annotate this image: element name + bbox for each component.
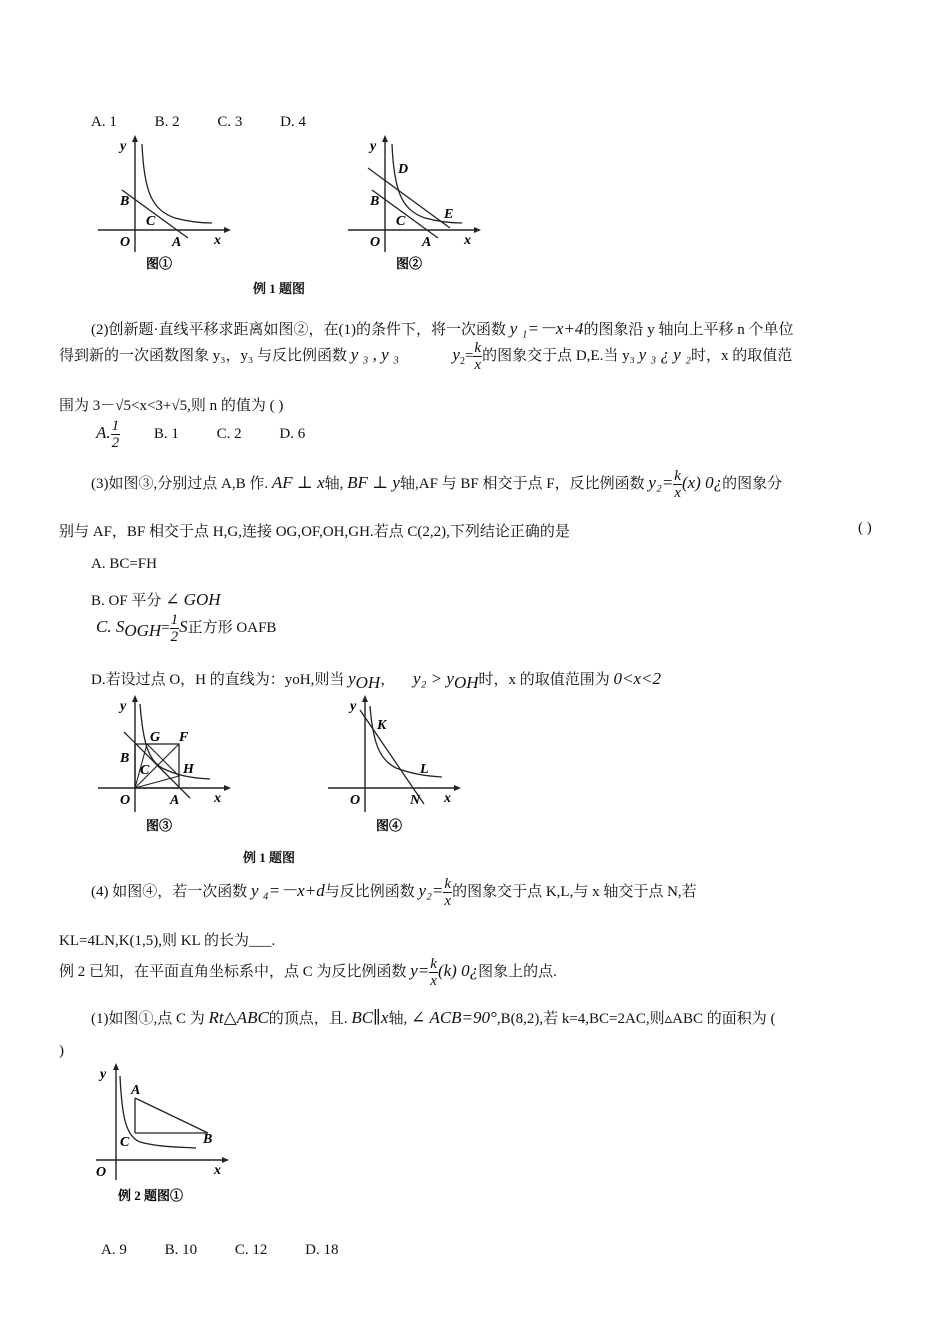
point-c-label: C <box>146 214 156 229</box>
figure-3-caption: 图③ <box>146 818 173 833</box>
q3-line1: (3)如图③,分别过点 A,B 作. AF ⊥ x轴, BF ⊥ y轴,AF 与 BF 相交于点 F，反比例函数 y₂= $\frac{k}{x}$ (x) 0¿的图象分 <box>91 468 783 501</box>
option-d: D. 18 <box>305 1242 339 1258</box>
q2-options: A. $\frac{1}{2}$ B. 1 C. 2 D. 6 <box>96 418 306 451</box>
y-label: y <box>100 1067 107 1082</box>
y-label: y <box>120 699 127 714</box>
q3-line2: 别与 AF，BF 相交于点 H,G,连接 OG,OF,OH,GH.若点 C(2,2),下列结论正确的是 <box>59 524 570 540</box>
option-c: C. 3 <box>217 114 243 130</box>
figure-4-caption: 图④ <box>376 818 403 833</box>
x-label: x <box>214 791 221 806</box>
y-label: y <box>120 139 127 154</box>
point-a-label: A <box>422 235 432 250</box>
point-h-label: H <box>183 762 194 777</box>
figure-3 <box>90 692 240 840</box>
x-label: x <box>214 1163 221 1178</box>
option-a: A. 1 <box>91 114 117 130</box>
point-c-label: C <box>120 1135 130 1150</box>
q3-answer-paren: ( ) <box>858 520 872 536</box>
point-b-label: B <box>203 1132 213 1147</box>
point-b-label: B <box>120 194 130 209</box>
point-f-label: F <box>179 730 189 745</box>
origin-label: O <box>96 1165 107 1180</box>
figure-2-caption: 图② <box>396 256 423 271</box>
q3-option-a: A. BC=FH <box>91 556 157 572</box>
figure-4 <box>320 692 470 840</box>
origin-label: O <box>370 235 381 250</box>
option-c: C. 12 <box>234 1242 268 1258</box>
q2-line1: (2)创新题·直线平移求距离如图②，在(1)的条件下，将一次函数 y ₁=－x+4的图象沿 y 轴向上平移 n 个单位 <box>91 319 794 338</box>
x-label: x <box>444 791 451 806</box>
point-d-label: D <box>398 162 409 177</box>
point-c-label: C <box>396 214 406 229</box>
ex2-line1: 例 2 已知，在平面直角坐标系中，点 C 为反比例函数 y= $\frac{k}{x}$ (k) 0¿图象上的点. <box>59 956 557 989</box>
q4-line2: KL=4LN,K(1,5),则 KL 的长为___. <box>59 933 276 949</box>
origin-label: O <box>120 793 131 808</box>
point-g-label: G <box>150 730 161 745</box>
q3-option-b: B. OF 平分 ∠ GOH <box>91 590 221 609</box>
point-a-label: A <box>131 1083 141 1098</box>
point-k-label: K <box>377 718 387 733</box>
q2-line3: 围为 3－√5<x<3+√5,则 n 的值为 ( ) <box>59 398 284 414</box>
x-label: x <box>214 233 221 248</box>
ex2-q1-line1: (1)如图①,点 C 为 Rt△ABC的顶点，且. BC∥x轴, ∠ ACB=90°,B(8,2),若 k=4,BC=2AC,则▵ABC 的面积为 ( <box>91 1008 776 1027</box>
x-label: x <box>464 233 471 248</box>
example-1-caption: 例 1 题图 <box>253 281 306 296</box>
option-a: A. 9 <box>101 1242 127 1258</box>
q2-line2: 得到新的一次函数图象 y₃，y₃ 与反比例函数 y ₃ , y ₃ $y_2=$ $\frac{k}{x}$ 的图象交于点 D,E.当 y₃ y ₃ ¿ y ₂时，x 的取值范 <box>59 340 793 373</box>
point-b-label: B <box>120 751 130 766</box>
option-b: B. 2 <box>154 114 180 130</box>
y-label: y <box>350 699 357 714</box>
point-a-label: A <box>172 235 182 250</box>
option-d: D. 4 <box>280 114 306 130</box>
point-l-label: L <box>420 762 429 777</box>
option-b: B. 10 <box>164 1242 198 1258</box>
origin-label: O <box>120 235 131 250</box>
figure-1 <box>90 132 240 277</box>
y-label: y <box>370 139 377 154</box>
example-1-caption-2: 例 1 题图 <box>243 850 296 865</box>
point-c-label: C <box>140 763 150 778</box>
q4-line1: (4) 如图④，若一次函数 y ₄=－x+d与反比例函数 y₂= $\frac{k}{x}$ 的图象交于点 K,L,与 x 轴交于点 N,若 <box>91 876 697 910</box>
figure-1-caption: 图① <box>146 256 173 271</box>
figure-5 <box>88 1058 238 1206</box>
origin-label: O <box>350 793 361 808</box>
ex2-options <box>101 1242 372 1259</box>
q1-options <box>91 114 340 131</box>
point-n-label: N <box>410 793 421 808</box>
ex2-q1-close: ) <box>59 1043 64 1059</box>
point-b-label: B <box>370 194 380 209</box>
figure-2 <box>340 132 490 277</box>
point-a-label: A <box>170 793 180 808</box>
figure-5-caption: 例 2 题图① <box>118 1188 184 1203</box>
q3-option-c: C. $S_{OGH}=$ $\frac{1}{2}$ S正方形 OAFB <box>96 612 277 645</box>
point-e-label: E <box>444 207 454 222</box>
q3-option-d: D.若设过点 O，H 的直线为：yoH,则当 $y_{OH}$， $y_2 > y_{OH}$时，x 的取值范围为 0<x<2 <box>91 669 662 692</box>
